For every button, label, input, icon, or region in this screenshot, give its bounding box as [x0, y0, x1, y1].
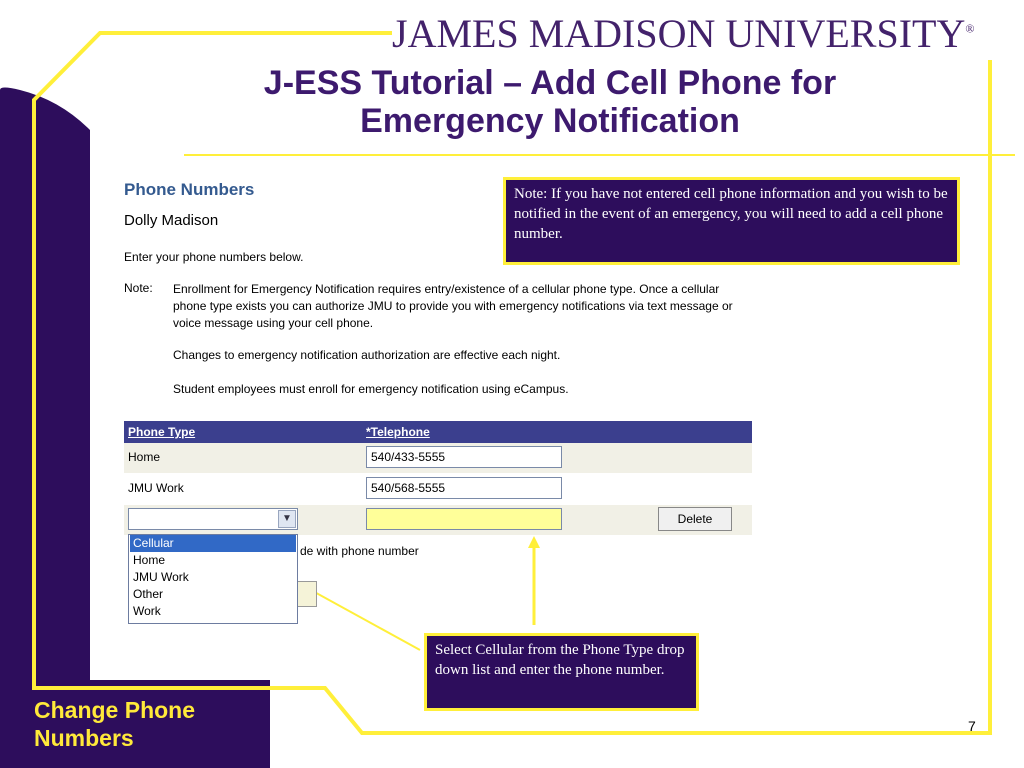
telephone-input[interactable]: [366, 477, 562, 499]
note-paragraph-2: Changes to emergency notification authorization are effective each night.: [173, 348, 561, 362]
note-paragraph-1: Enrollment for Emergency Notification requires entry/existence of a cellular phone type. Once a cellular phone type exists you can authorize JMU to provide you with emergency notifications via text message or voice message using your cell phone.: [173, 282, 733, 330]
chevron-down-icon[interactable]: ▼: [278, 510, 296, 528]
section-label: Change Phone Numbers: [34, 697, 196, 751]
phone-type-dropdown-list: [128, 534, 298, 624]
page-number: 7: [968, 718, 976, 734]
user-name: Dolly Madison: [124, 212, 219, 229]
new-telephone-input[interactable]: [366, 508, 562, 530]
partial-label: de with phone number: [300, 544, 419, 558]
phone-type-cell: JMU Work: [128, 481, 184, 495]
table-row: [124, 443, 752, 473]
note-label: Note:: [124, 281, 153, 295]
col-phone-type[interactable]: Phone Type: [128, 425, 196, 439]
phone-type-cell: Home: [128, 450, 161, 464]
phone-type-select[interactable]: [128, 508, 298, 530]
partial-button[interactable]: [297, 581, 317, 607]
instruction-text: Enter your phone numbers below.: [124, 250, 304, 264]
note-paragraph-3: Student employees must enroll for emergency notification using eCampus.: [173, 382, 569, 396]
dropdown-option-cellular[interactable]: Cellular: [130, 535, 296, 552]
slide-title: J-ESS Tutorial – Add Cell Phone for Emergency Notification: [263, 64, 837, 140]
table-row-new: [124, 505, 752, 535]
table-row: [124, 474, 752, 504]
dropdown-option-work[interactable]: Work: [133, 604, 161, 618]
col-telephone[interactable]: *Telephone: [366, 425, 430, 439]
dropdown-option-jmu-work[interactable]: JMU Work: [133, 570, 189, 584]
instruction-callout: Select Cellular from the Phone Type drop down list and enter the phone number.: [424, 633, 699, 711]
page-heading: Phone Numbers: [124, 180, 255, 199]
delete-button[interactable]: Delete: [658, 507, 732, 531]
note-callout: Note: If you have not entered cell phone information and you wish to be notified in the event of an emergency, you will need to add a cell phone number.: [503, 177, 960, 265]
university-wordmark: JAMES MADISON UNIVERSITY®: [392, 11, 975, 56]
dropdown-option-home[interactable]: Home: [133, 553, 166, 567]
telephone-input[interactable]: [366, 446, 562, 468]
phone-table-header: [124, 421, 752, 443]
dropdown-option-other[interactable]: Other: [133, 587, 164, 601]
